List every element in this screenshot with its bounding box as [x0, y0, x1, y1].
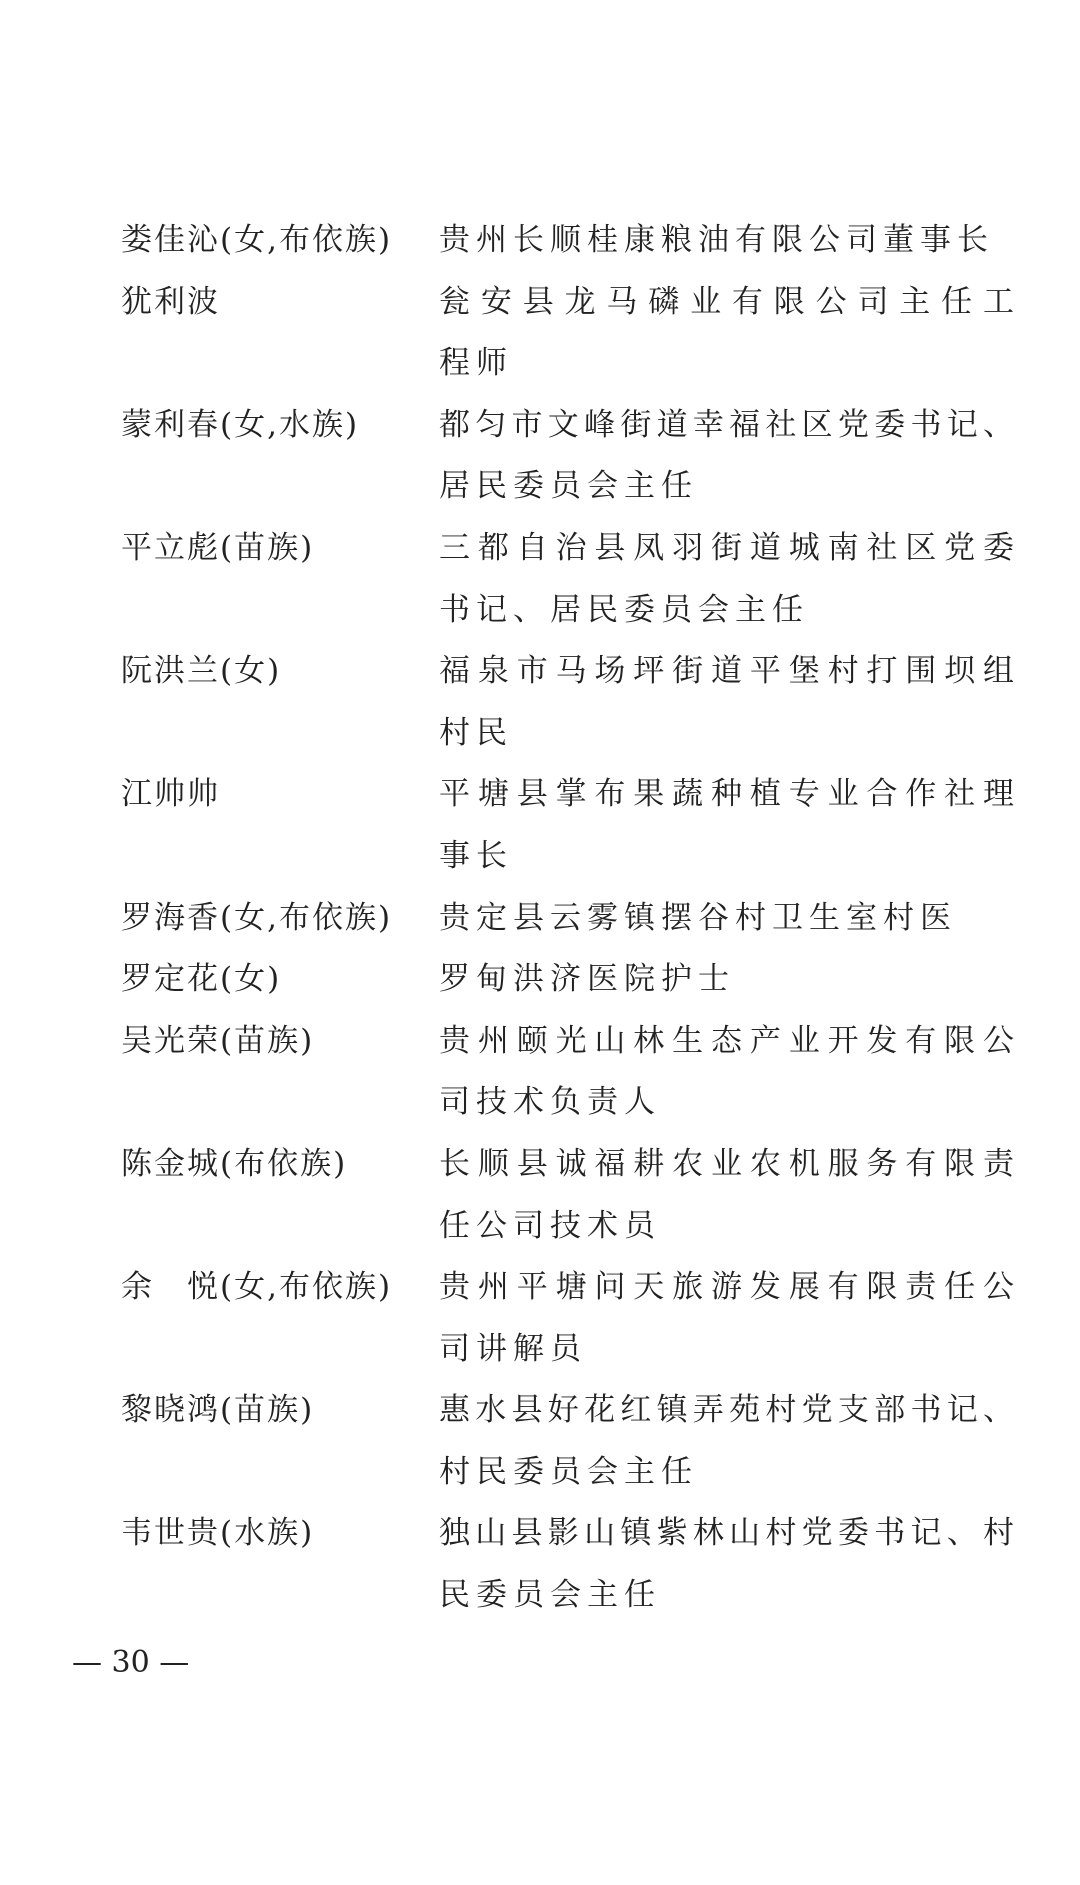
title-line: 民委员会主任 — [439, 1577, 661, 1614]
person-title — [439, 1380, 1014, 1503]
title-line: 事长 — [439, 837, 513, 874]
title-line: 平塘县掌布果蔬种植专业合作社理 — [439, 776, 1014, 813]
title-line: 罗甸洪济医院护士 — [439, 961, 735, 998]
title-line: 司讲解员 — [439, 1330, 587, 1367]
list-item — [121, 210, 1021, 272]
person-title — [439, 949, 1014, 1011]
person-name: 黎晓鸿(苗族) — [121, 1392, 315, 1429]
person-title — [439, 1503, 1014, 1626]
title-line: 司技术负责人 — [439, 1084, 661, 1121]
list-item — [121, 1380, 1021, 1503]
person-title — [439, 1011, 1014, 1134]
title-line: 贵定县云雾镇摆谷村卫生室村医 — [439, 899, 957, 936]
list-item — [121, 764, 1021, 887]
title-line: 任公司技术员 — [439, 1207, 661, 1244]
title-line: 三都自治县凤羽街道城南社区党委 — [439, 529, 1014, 566]
person-title — [439, 395, 1014, 518]
person-name: 陈金城(布依族) — [121, 1145, 348, 1182]
title-line: 程师 — [439, 345, 513, 382]
person-title — [439, 272, 1014, 395]
title-line: 长顺县诚福耕农业农机服务有限责 — [439, 1145, 1014, 1182]
list-item — [121, 518, 1021, 641]
title-line: 居民委员会主任 — [439, 468, 698, 505]
person-title — [439, 1257, 1014, 1380]
list-item — [121, 272, 1021, 395]
page-number: — 30 — — [72, 1645, 190, 1680]
title-line: 独山县影山镇紫林山村党委书记、村 — [439, 1515, 1014, 1552]
person-name: 平立彪(苗族) — [121, 529, 315, 566]
person-name: 阮洪兰(女) — [121, 653, 282, 690]
person-name: 吴光荣(苗族) — [121, 1022, 315, 1059]
list-item — [121, 949, 1021, 1011]
person-title — [439, 518, 1014, 641]
person-title — [439, 210, 1014, 272]
person-title — [439, 1134, 1014, 1257]
person-name: 犹利波 — [121, 283, 220, 320]
list-item — [121, 395, 1021, 518]
person-name: 罗海香(女,布依族) — [121, 899, 393, 936]
title-line: 村民 — [439, 714, 513, 751]
person-title — [439, 764, 1014, 887]
list-item — [121, 1011, 1021, 1134]
title-line: 贵州颐光山林生态产业开发有限公 — [439, 1022, 1014, 1059]
list-item — [121, 1257, 1021, 1380]
list-item — [121, 1134, 1021, 1257]
person-name: 江帅帅 — [121, 776, 220, 813]
title-line: 贵州长顺桂康粮油有限公司董事长 — [439, 222, 994, 258]
person-name: 罗定花(女) — [121, 961, 282, 998]
title-line: 村民委员会主任 — [439, 1453, 698, 1490]
title-line: 都匀市文峰街道幸福社区党委书记、 — [439, 406, 1014, 443]
title-line: 福泉市马场坪街道平堡村打围坝组 — [439, 653, 1014, 690]
title-line: 瓮安县龙马磷业有限公司主任工 — [439, 283, 1014, 320]
person-title — [439, 641, 1014, 764]
list-item — [121, 888, 1021, 950]
person-name: 娄佳沁(女,布依族) — [121, 222, 393, 258]
title-line: 贵州平塘问天旅游发展有限责任公 — [439, 1269, 1014, 1306]
person-title — [439, 888, 1014, 950]
honoree-list — [121, 210, 1021, 1627]
title-line: 惠水县好花红镇弄苑村党支部书记、 — [439, 1392, 1014, 1429]
title-line: 书记、居民委员会主任 — [439, 591, 809, 628]
person-name: 余 悦(女,布依族) — [121, 1269, 393, 1306]
list-item — [121, 1503, 1021, 1626]
person-name: 蒙利春(女,水族) — [121, 406, 360, 443]
person-name: 韦世贵(水族) — [121, 1515, 315, 1552]
list-item — [121, 641, 1021, 764]
